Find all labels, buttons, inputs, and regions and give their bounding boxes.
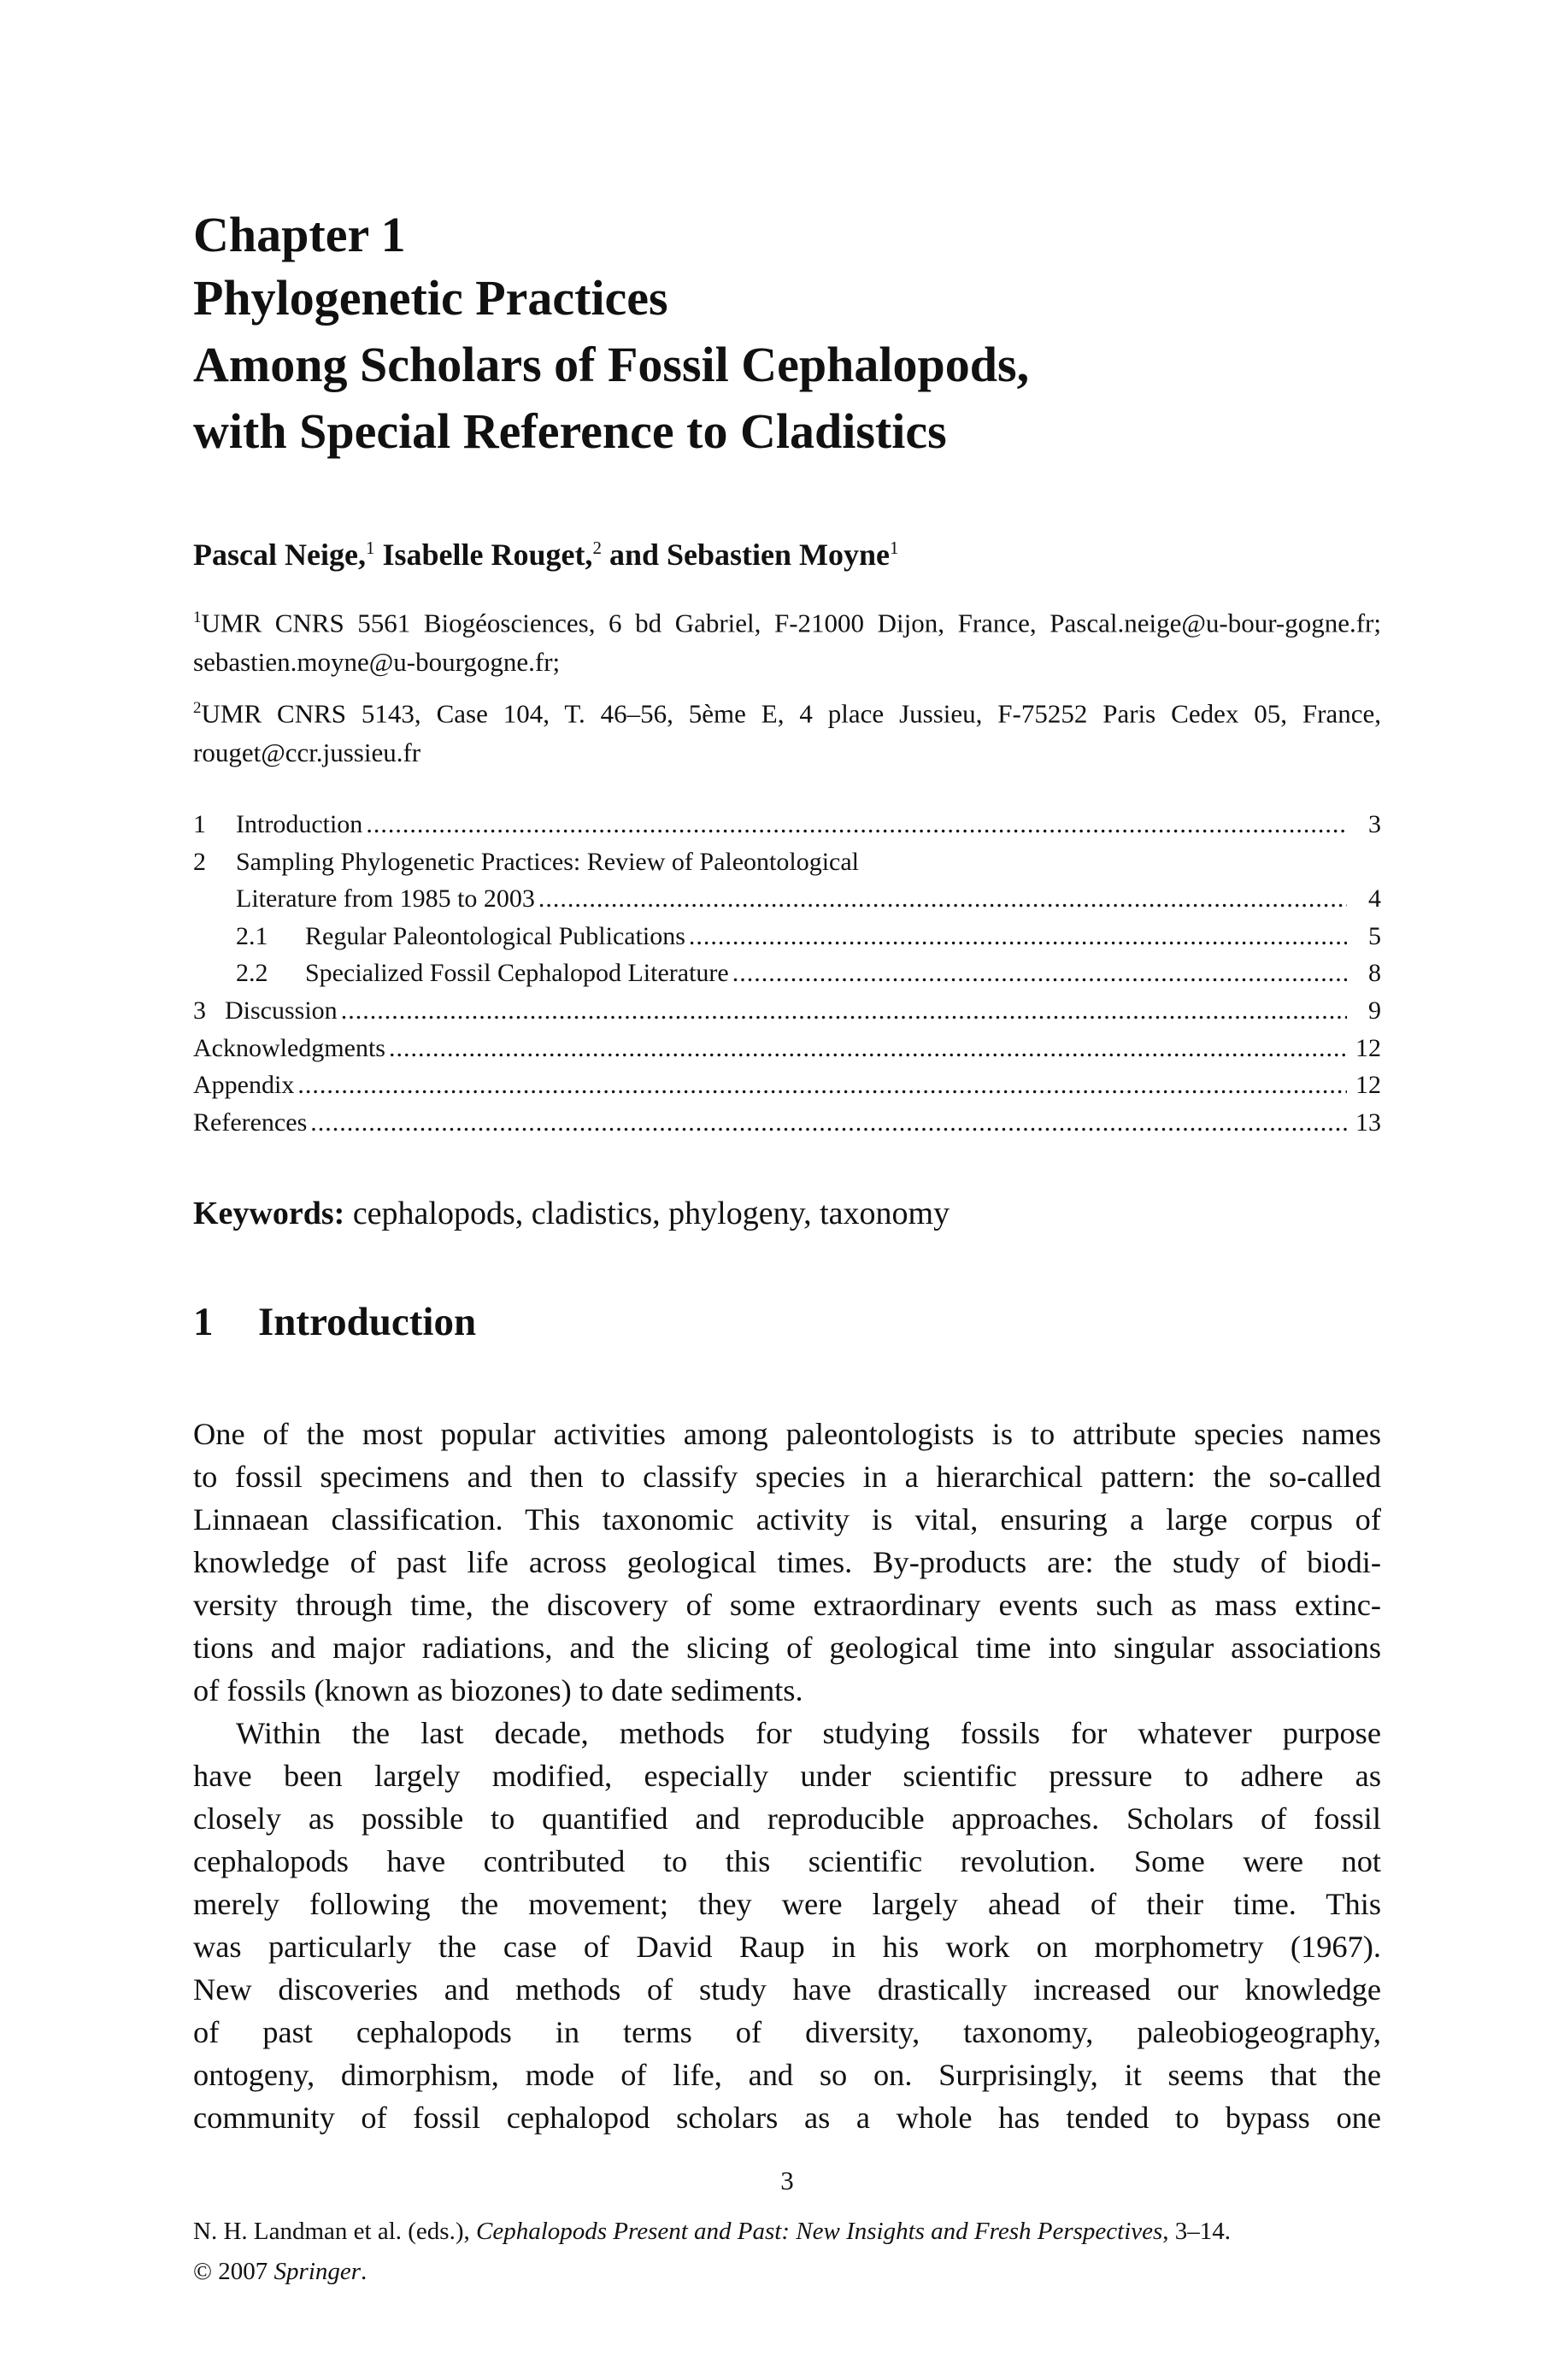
publisher-name: Springer [273,2258,362,2285]
paragraph-line: versity through time, the discovery of some extraordinary events such as mass extinc- [193,1588,1381,1622]
toc-entry[interactable] [193,843,1381,881]
section-heading [193,1299,476,1345]
author-name: and Sebastien Moyne [601,538,890,572]
toc-page: 12 [1355,1033,1381,1062]
author-name: Pascal Neige, [193,538,366,572]
toc-label: Specialized Fossil Cephalopod Literature [305,959,729,988]
toc-number: 2 [193,847,206,876]
footer-line-1 [193,2212,1231,2252]
toc-label: Discussion [225,996,338,1025]
paragraph-line: Within the last decade, methods for studying fossils for whatever purpose [236,1716,1381,1750]
author-affiliation-mark: 2 [592,538,602,558]
keywords [193,1195,950,1232]
paragraph-line: ontogeny, dimorphism, mode of life, and so on. Surprisingly, it seems that the [193,2058,1381,2092]
paragraph-2 [193,1712,1381,2139]
toc-label: Literature from 1985 to 2003 [236,884,535,914]
toc-leader [389,1030,1347,1067]
title-line: Among Scholars of Fossil Cephalopods, [193,337,1030,392]
title-line: with Special Reference to Cladistics [193,403,947,459]
toc-label: Appendix [193,1071,295,1100]
toc-entry[interactable] [193,880,1381,918]
chapter-title [193,265,1381,465]
footer-text: . [361,2258,367,2285]
affiliation-mark: 2 [193,699,202,717]
toc-page: 12 [1355,1071,1381,1100]
toc-leader [297,1067,1347,1104]
toc-number: 2.1 [236,921,268,950]
section-title: Introduction [258,1300,477,1344]
keywords-text: cephalopods, cladistics, phylogeny, taxonomy [352,1196,950,1231]
chapter-label: Chapter 1 [193,207,406,262]
affiliation-1 [193,598,1381,682]
toc-label: Introduction [236,810,363,838]
toc-leader [341,992,1347,1030]
paragraph-line: of fossils (known as biozones) to date sediments. [193,1673,803,1707]
author-affiliation-mark: 1 [365,538,375,558]
section-number: 1 [193,1300,214,1344]
paragraph-line: Linnaean classification. This taxonomic activity is vital, ensuring a large corpus of [193,1502,1381,1537]
toc-page: 5 [1368,921,1381,950]
paragraph-line: closely as possible to quantified and reproducible approaches. Scholars of fossil [193,1801,1381,1836]
toc-label: Acknowledgments [193,1033,385,1062]
toc-leader [732,955,1347,992]
paragraph-line: community of fossil cephalopod scholars as a whole has tended to bypass one [193,2101,1381,2135]
toc-page: 4 [1368,884,1381,914]
toc-entry[interactable] [193,992,1381,1030]
toc-entry[interactable] [193,1030,1381,1067]
author-affiliation-mark: 1 [889,538,899,558]
toc-entry[interactable] [193,1067,1381,1104]
toc-number: 2.2 [236,959,268,988]
paragraph-line: cephalopods have contributed to this scientific revolution. Some were not [193,1844,1381,1878]
toc-entry[interactable] [193,1104,1381,1142]
toc-page: 8 [1368,959,1381,988]
paragraph-line: to fossil specimens and then to classify species in a hierarchical pattern: the so-called [193,1460,1381,1494]
toc-entry[interactable] [193,806,1381,843]
citation-footer [193,2212,1231,2292]
title-line: Phylogenetic Practices [193,270,668,326]
paragraph-line: merely following the movement; they were largely ahead of their time. This [193,1887,1381,1921]
book-title: Cephalopods Present and Past: New Insights and Fresh Perspectives [475,2218,1163,2245]
paragraph-line: New discoveries and methods of study have drastically increased our knowledge [193,1972,1381,2007]
affiliation-text: UMR CNRS 5561 Biogéosciences, 6 bd Gabriel, F-21000 Dijon, France, Pascal.neige@u-bour-gogne.fr; sebastien.moyne@u-bourgogne.fr; [193,608,1381,678]
footer-line-2 [193,2252,1231,2292]
paragraph-line: tions and major radiations, and the slicing of geological time into singular associations [193,1631,1381,1665]
copyright-text: © 2007 [193,2258,274,2285]
affiliation-mark: 1 [193,608,202,626]
toc-leader [538,880,1347,918]
table-of-contents [193,806,1381,1141]
toc-entry[interactable] [193,918,1381,955]
toc-leader [310,1104,1347,1142]
affiliation-text: UMR CNRS 5143, Case 104, T. 46–56, 5ème E, 4 place Jussieu, F-75252 Paris Cedex 05, France, rouget@ccr.jussieu.fr [193,698,1381,768]
toc-number: 3 [193,996,206,1025]
toc-label: Sampling Phylogenetic Practices: Review of Paleontological [236,847,860,876]
toc-page: 13 [1355,1108,1381,1137]
keywords-label: Keywords: [193,1196,345,1231]
toc-leader [689,918,1347,955]
toc-leader [366,806,1347,843]
toc-page: 9 [1368,996,1381,1025]
toc-number: 1 [193,810,206,838]
paragraph-line: knowledge of past life across geological times. By-products are: the study of biodi- [193,1545,1381,1579]
toc-label: Regular Paleontological Publications [305,921,685,950]
paragraph-line: One of the most popular activities among paleontologists is to attribute species names [193,1417,1381,1451]
toc-label: References [193,1108,308,1137]
paragraph-line: was particularly the case of David Raup in his work on morphometry (1967). [193,1930,1381,1964]
footer-text: N. H. Landman et al. (eds.), [193,2218,476,2245]
toc-entry[interactable] [193,955,1381,992]
affiliation-2 [193,689,1381,773]
paragraph-1 [193,1413,1381,1712]
author-list [193,537,898,573]
paragraph-line: have been largely modified, especially under scientific pressure to adhere as [193,1759,1381,1793]
toc-page: 3 [1368,810,1381,838]
footer-text: , 3–14. [1162,2218,1232,2245]
page-number: 3 [780,2166,794,2195]
author-name: Isabelle Rouget, [374,538,593,572]
paragraph-line: of past cephalopods in terms of diversity, taxonomy, paleobiogeography, [193,2015,1381,2049]
